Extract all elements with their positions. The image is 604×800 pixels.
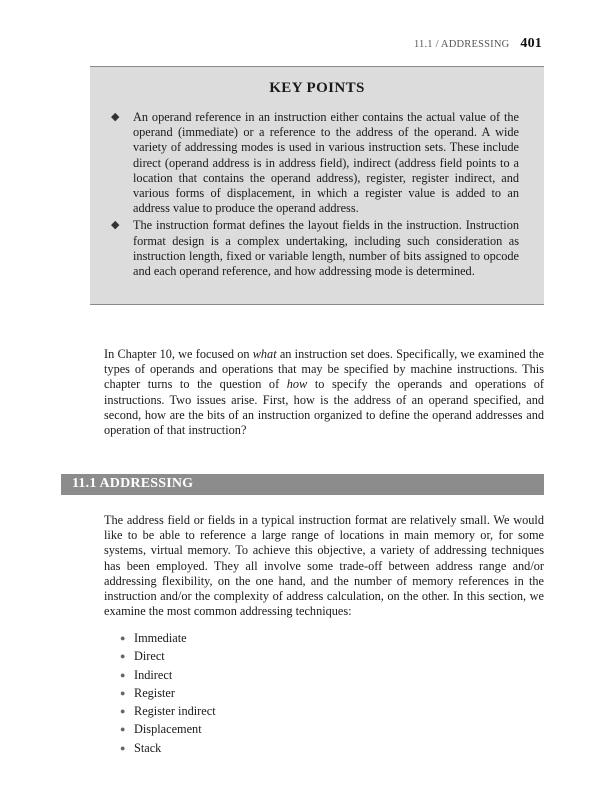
key-points-title: KEY POINTS [269,80,365,96]
list-item [120,702,216,720]
section-heading-bar [61,474,544,495]
intro-text-2: an instruction set does. Specifically, we examined the types of operands and operations that may be specified by machine instructions. This chapter turns to the question of [104,347,544,392]
bullet-icon: ● [120,724,126,735]
intro-emphasis-how: how [286,377,308,392]
key-point-text: The instruction format defines the layout fields in the instruction. Instruction format design is a complex undertaking, including such consideration as instruction length, fixed or variable length, number of bits assigned to opcode and each operand reference, and how addressing mode is determined. [133,218,519,279]
list-item-label: Register [134,685,175,700]
list-item [120,739,216,757]
bullet-icon: ● [120,651,126,662]
list-item [120,684,216,702]
list-item-label: Indirect [134,667,173,682]
bullet-icon: ● [120,706,126,717]
list-item [120,647,216,665]
intro-paragraph [104,347,544,438]
list-item-label: Direct [134,649,165,664]
list-item-label: Immediate [134,631,187,645]
bullet-icon: ● [120,633,126,643]
list-item [120,666,216,684]
list-item-label: Displacement [134,722,202,737]
running-head-section: 11.1 / ADDRESSING [413,39,510,50]
key-point-item [90,218,544,279]
list-item [120,629,216,647]
list-item [120,720,216,738]
section-heading: 11.1 ADDRESSING [72,476,194,491]
key-point-text: An operand reference in an instruction either contains the actual value of the operand (immediate) or a reference to the address of the operand. A wide variety of addressing modes is used in various instruction sets. These include direct (operand address is in address field), indirect (address field points to a location that contains the operand address), register, register indirect, and various forms of displacement, in which a register value is added to an address value to produce the operand address. [133,110,519,216]
page-number: 401 [520,36,542,51]
intro-text-1: In Chapter 10, we focused on [104,347,253,361]
diamond-bullet-icon: ◆ [111,111,120,123]
bullet-icon: ● [120,669,126,680]
bullet-icon: ● [120,742,126,753]
key-point-item [90,110,544,216]
addressing-techniques-list [120,629,216,757]
section-paragraph: The address field or fields in a typical instruction format are relatively small. We would like to be able to reference a large range of locations in main memory or, for some systems, virtual memory. To achieve this objective, a variety of addressing techniques has been employed. They all involve some trade-off between address range and/or addressing flexibility, on the one hand, and the number of memory references in the instruction and/or the complexity of address calculation, on the other. In this section, we examine the most common addressing techniques: [104,513,544,619]
intro-text-3: to specify the operands and operations of instructions. Two issues arise. First, how is the address of an operand specified, and second, how are the bits of an instruction organized to define the operand addresses and operation of that instruction? [104,377,544,438]
intro-emphasis-what: what [252,347,277,361]
list-item-label: Register indirect [134,704,216,719]
bullet-icon: ● [120,687,126,698]
list-item-label: Stack [134,740,162,755]
key-points-box [90,66,544,305]
running-head [414,36,542,52]
diamond-bullet-icon: ◆ [111,219,120,232]
